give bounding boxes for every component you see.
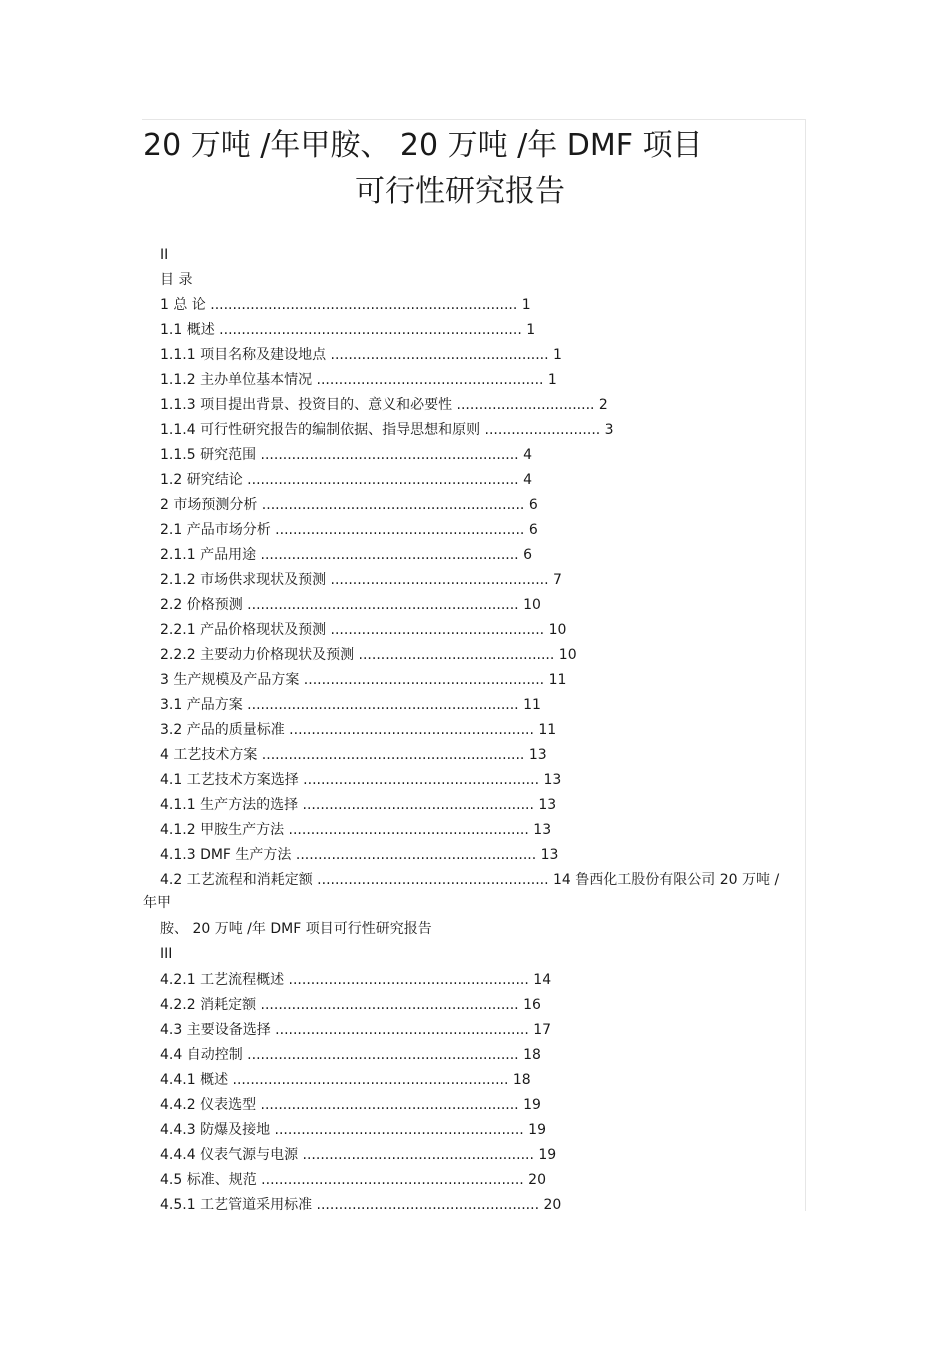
toc-entry[interactable]: 4.2.1 工艺流程概述 ...................................................... 14 [160, 972, 552, 988]
toc-entry[interactable]: 2.2.2 主要动力价格现状及预测 ............................................ 10 [160, 647, 577, 663]
toc-entry[interactable]: 2.2 价格预测 ............................................................. 10 [160, 597, 541, 613]
toc-entry[interactable]: 1.1.5 研究范围 .......................................................... 4 [160, 447, 532, 463]
toc-entry[interactable]: 4.1 工艺技术方案选择 ..................................................... 13 [160, 772, 562, 788]
toc-entry[interactable]: 4.4.4 仪表气源与电源 .................................................... 19 [160, 1147, 557, 1163]
toc-entry[interactable]: 4.4 自动控制 ............................................................. 18 [160, 1047, 541, 1063]
document-title-line-1: 20 万吨 /年甲胺、 20 万吨 /年 DMF 项目 [143, 128, 703, 163]
toc-entry[interactable]: 4.4.1 概述 .............................................................. 18 [160, 1072, 531, 1088]
toc-entry[interactable]: 4.5.1 工艺管道采用标准 .................................................. 20 [160, 1197, 562, 1213]
toc-entry[interactable]: 1.1.2 主办单位基本情况 ................................................... 1 [160, 372, 557, 388]
toc-entry[interactable]: 4 工艺技术方案 ........................................................... 13 [160, 747, 547, 763]
page-marker-ii: II [160, 247, 169, 263]
toc-entry[interactable]: 1.2 研究结论 ............................................................. 4 [160, 472, 532, 488]
toc-entry[interactable]: 4.2 工艺流程和消耗定额 .................................................... 14 鲁西化工股份有限公司 20 万吨 / [160, 872, 780, 888]
toc-entry[interactable]: 1.1.4 可行性研究报告的编制依据、指导思想和原则 .......................... 3 [160, 422, 614, 438]
toc-entry[interactable]: 2 市场预测分析 ........................................................... 6 [160, 497, 538, 513]
page-marker-iii: III [160, 946, 173, 962]
toc-entry[interactable]: 4.1.1 生产方法的选择 .................................................... 13 [160, 797, 557, 813]
toc-entry[interactable]: 3.1 产品方案 ............................................................. 11 [160, 697, 541, 713]
toc-entry[interactable]: 2.1 产品市场分析 ........................................................ 6 [160, 522, 538, 538]
toc-entry[interactable]: 4.1.2 甲胺生产方法 ...................................................... 13 [160, 822, 552, 838]
toc-heading: 目 录 [160, 272, 193, 288]
toc-entry[interactable]: 4.5 标准、规范 ........................................................... 20 [160, 1172, 546, 1188]
toc-entry[interactable]: 4.4.2 仪表选型 .......................................................... 19 [160, 1097, 541, 1113]
toc-entry[interactable]: 4.4.3 防爆及接地 ........................................................ 19 [160, 1122, 546, 1138]
toc-entry[interactable]: 2.2.1 产品价格现状及预测 ................................................ 10 [160, 622, 567, 638]
toc-entry[interactable]: 1.1.1 项目名称及建设地点 ................................................. 1 [160, 347, 562, 363]
toc-entry[interactable]: 2.1.1 产品用途 .......................................................... 6 [160, 547, 532, 563]
toc-entry[interactable]: 1 总 论 ..................................................................... 1 [160, 297, 531, 313]
toc-entry[interactable]: 4.1.3 DMF 生产方法 ...................................................... 13 [160, 847, 559, 863]
toc-entry[interactable]: 4.2.2 消耗定额 .......................................................... 16 [160, 997, 541, 1013]
toc-entry[interactable]: 4.3 主要设备选择 ......................................................... 17 [160, 1022, 552, 1038]
wrapped-text: 年甲 [143, 895, 171, 911]
toc-entry[interactable]: 3 生产规模及产品方案 ...................................................... 11 [160, 672, 567, 688]
running-header: 胺、 20 万吨 /年 DMF 项目可行性研究报告 [160, 921, 432, 937]
document-title-line-2: 可行性研究报告 [355, 174, 565, 209]
toc-entry[interactable]: 2.1.2 市场供求现状及预测 ................................................. 7 [160, 572, 562, 588]
toc-entry[interactable]: 1.1 概述 .................................................................... 1 [160, 322, 536, 338]
toc-entry[interactable]: 1.1.3 项目提出背景、投资目的、意义和必要性 ............................... 2 [160, 397, 608, 413]
toc-entry[interactable]: 3.2 产品的质量标准 ....................................................... 11 [160, 722, 557, 738]
